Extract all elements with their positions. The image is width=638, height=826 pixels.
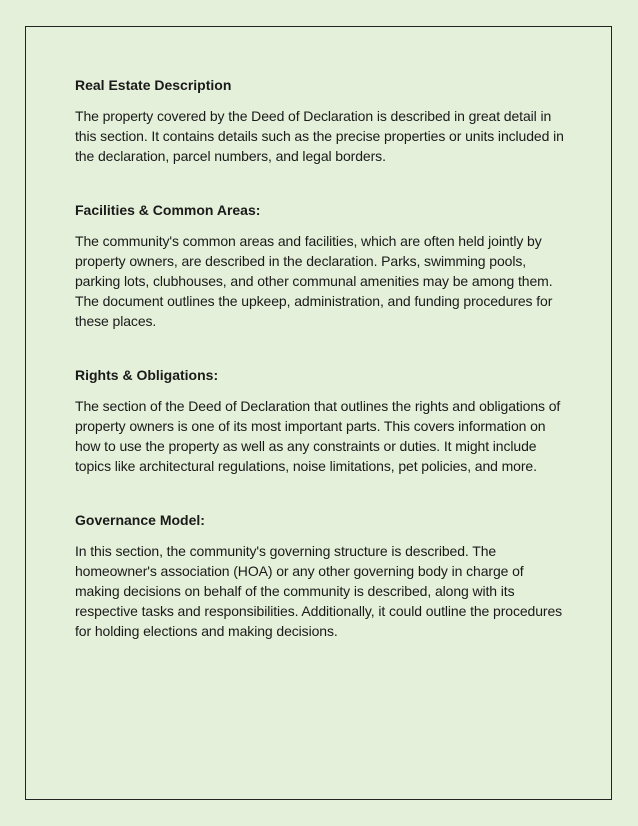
section-facilities-common-areas [75, 201, 570, 331]
section-body: The property covered by the Deed of Declaration is described in great detail in this section. It contains details such as the precise properties or units included in the declaration, parcel numbers, and legal borders. [75, 108, 564, 164]
section-governance-model [75, 511, 570, 641]
section-body: The section of the Deed of Declaration that outlines the rights and obligations of property owners is one of its most important parts. This covers information on how to use the property as well as any constraints or duties. It might include topics like architectural regulations, noise limitations, pet policies, and more. [75, 398, 561, 474]
section-rights-obligations [75, 366, 570, 476]
section-heading: Facilities & Common Areas: [75, 202, 261, 218]
section-body: The community's common areas and facilities, which are often held jointly by property owners, are described in the declaration. Parks, swimming pools, parking lots, clubhouses, and other communal amenities may be among them. The document outlines the upkeep, administration, and funding procedures for these places. [75, 233, 553, 329]
document-content [75, 76, 570, 641]
section-body: In this section, the community's governing structure is described. The homeowner's association (HOA) or any other governing body in charge of making decisions on behalf of the community is described, along with its respective tasks and responsibilities. Additionally, it could outline the procedures for holding elections and making decisions. [75, 543, 563, 639]
section-heading: Governance Model: [75, 512, 205, 528]
section-real-estate-description [75, 76, 570, 166]
section-heading: Rights & Obligations: [75, 367, 219, 383]
section-heading: Real Estate Description [75, 77, 232, 93]
